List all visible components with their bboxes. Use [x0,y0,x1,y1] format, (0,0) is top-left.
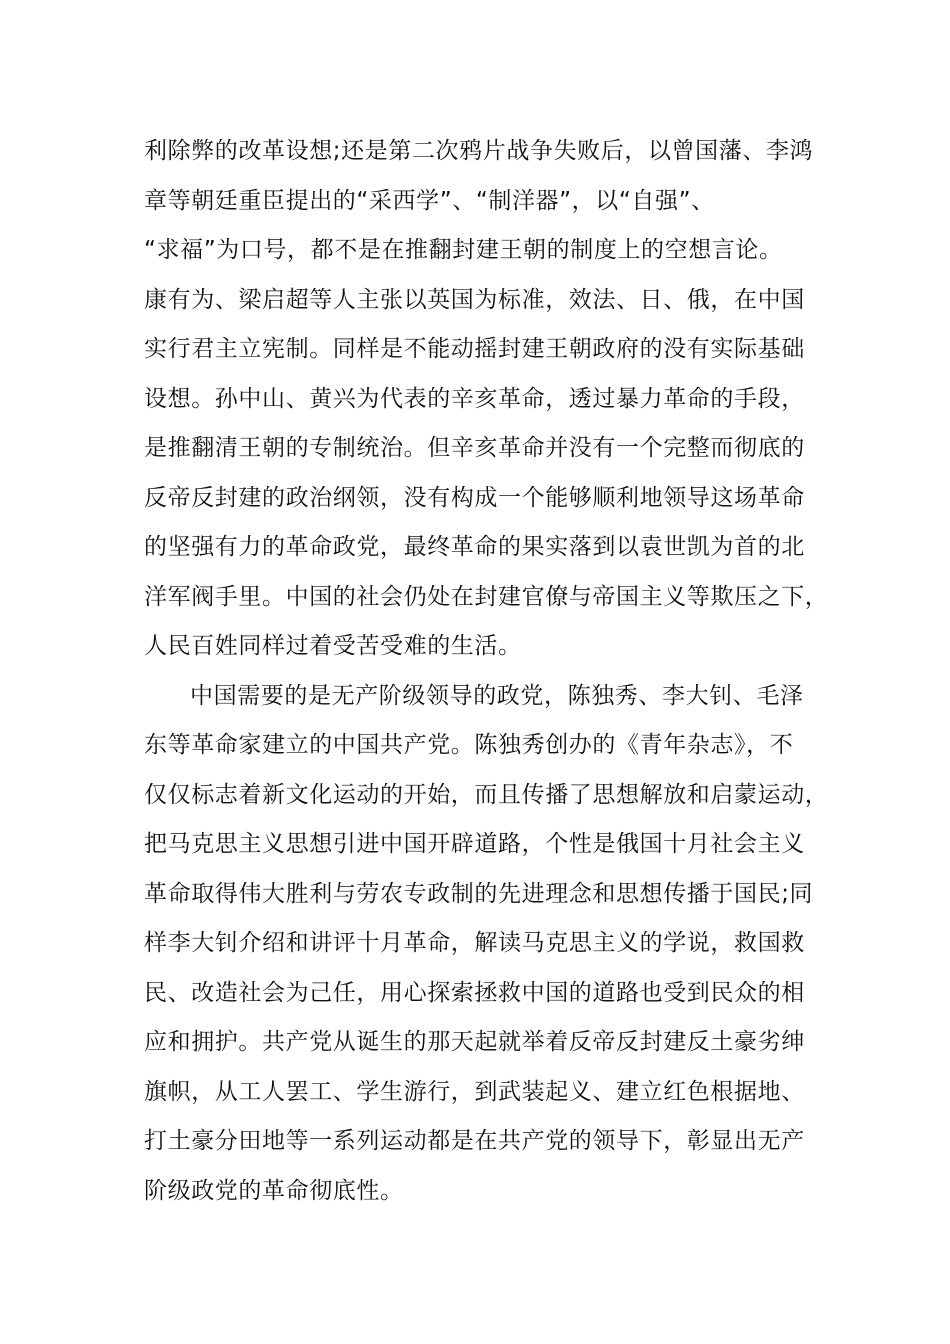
paragraph-2-line-4: 把马克思主义思想引进中国开辟道路，个性是俄国十月社会主义 [144,831,805,857]
paragraph-1-line-6: 设想。孙中山、黄兴为代表的辛亥革命，透过暴力革命的手段， [144,386,805,412]
paragraph-2-line-11: 阶级政党的革命彻底性。 [144,1178,404,1204]
paragraph-2-line-6: 样李大钊介绍和讲评十月革命，解读马克思主义的学说，救国救 [144,930,805,956]
paragraph-1-line-11: 人民百姓同样过着受苦受难的生活。 [144,633,522,659]
paragraph-1-line-8: 反帝反封建的政治纲领，没有构成一个能够顺利地领导这场革命 [144,485,805,511]
paragraph-1-line-3: “求福”为口号，都不是在推翻封建王朝的制度上的空想言论。 [144,237,783,263]
paragraph-2-line-3: 仅仅标志着新文化运动的开始，而且传播了思想解放和启蒙运动， [144,782,829,808]
paragraph-1-line-7: 是推翻清王朝的专制统治。但辛亥革命并没有一个完整而彻底的 [144,435,805,461]
paragraph-2-line-2: 东等革命家建立的中国共产党。陈独秀创办的《青年杂志》，不 [144,732,794,758]
paragraph-1-line-4: 康有为、梁启超等人主张以英国为标准，效法、日、俄，在中国 [144,287,805,313]
paragraph-2-line-9: 旗帜，从工人罢工、学生游行，到武装起义、建立红色根据地、 [144,1079,805,1105]
paragraph-2-line-10: 打土豪分田地等一系列运动都是在共产党的领导下，彰显出无产 [144,1128,805,1154]
paragraph-1-line-1: 利除弊的改革设想;还是第二次鸦片战争失败后，以曾国藩、李鸿 [144,138,814,164]
paragraph-1-line-2: 章等朝廷重臣提出的“采西学”、“制洋器”，以“自强”、 [144,188,715,214]
paragraph-2-line-7: 民、改造社会为己任，用心探索拯救中国的道路也受到民众的相 [144,980,805,1006]
paragraph-2-line-8: 应和拥护。共产党从诞生的那天起就举着反帝反封建反土豪劣绅 [144,1029,805,1055]
paragraph-1-line-10: 洋军阀手里。中国的社会仍处在封建官僚与帝国主义等欺压之下， [144,584,829,610]
paragraph-2-line-1: 中国需要的是无产阶级领导的政党，陈独秀、李大钊、毛泽 [190,683,804,709]
paragraph-1-line-5: 实行君主立宪制。同样是不能动摇封建王朝政府的没有实际基础 [144,336,805,362]
paragraph-2-line-5: 革命取得伟大胜利与劳农专政制的先进理念和思想传播于国民;同 [144,881,814,907]
paragraph-1-line-9: 的坚强有力的革命政党，最终革命的果实落到以袁世凯为首的北 [144,534,805,560]
